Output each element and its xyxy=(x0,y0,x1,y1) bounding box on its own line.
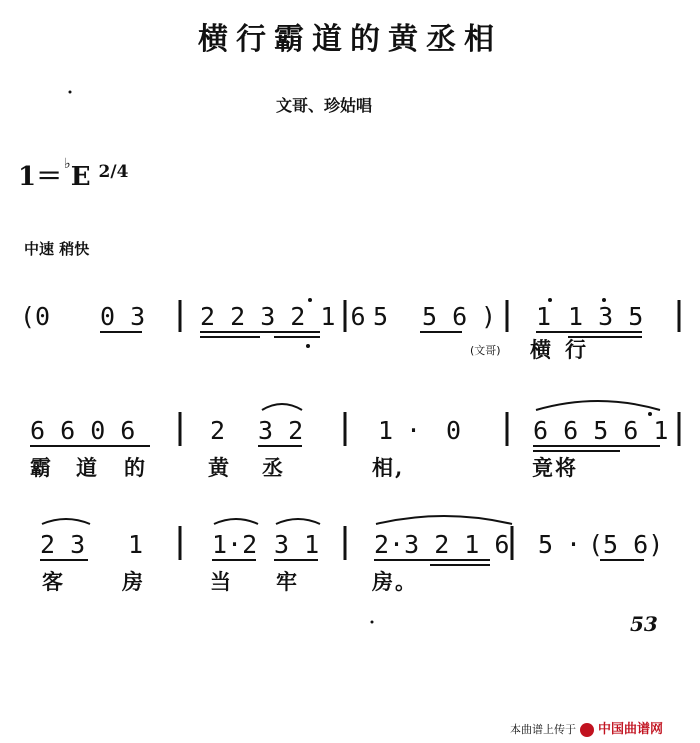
slur xyxy=(262,404,302,410)
low-octave-dot xyxy=(306,344,310,348)
slur xyxy=(376,516,512,524)
line1-note-rest-open: (0 xyxy=(20,302,51,331)
line1-role-label: (文哥) xyxy=(470,344,501,357)
song-title: 横行霸道的黄丞相 xyxy=(198,22,502,57)
line2-note-group: 6 6 5 6 1 xyxy=(533,416,669,445)
line3-note: 1 xyxy=(128,530,144,559)
slur xyxy=(214,519,258,524)
line3-note-group: 3 1 xyxy=(274,530,320,559)
line2-note-group: 3 2 xyxy=(258,416,304,445)
time-signature: 2/4 xyxy=(98,162,129,182)
line3-note: 5 xyxy=(538,530,554,559)
line2-lyric: 竟将 xyxy=(532,455,578,480)
footer-watermark xyxy=(510,718,663,737)
line2-lyric: 丞 xyxy=(262,455,285,480)
slur xyxy=(276,519,320,524)
line3-note-group: 2 3 xyxy=(40,530,86,559)
key-tonic: E xyxy=(70,162,91,192)
line2-note-group: 6 6 0 6 xyxy=(30,416,136,445)
line2-note: 2 xyxy=(210,416,226,445)
footer-text: 本曲谱上传于 xyxy=(510,723,576,736)
tempo-marking: 中速 稍快 xyxy=(24,240,90,258)
line3-lyric: 房 xyxy=(122,569,145,594)
slur xyxy=(536,401,660,410)
line1-note-group: 0 3 xyxy=(100,302,146,331)
line3-note-group: 1·2 xyxy=(212,530,258,559)
line3-lyric: 房。 xyxy=(372,569,418,594)
singer-credit: 文哥、珍姑唱 xyxy=(276,96,373,115)
line2-lyric: 黄 xyxy=(208,455,231,480)
footer-brand: 中国曲谱网 xyxy=(598,722,664,737)
line2-lyric: 道 xyxy=(76,455,99,480)
site-logo-icon xyxy=(580,723,594,737)
line3-dot: · xyxy=(566,530,582,559)
line1-note-group: 5 6 xyxy=(422,302,468,331)
line1-note: 5 xyxy=(373,302,389,331)
line1-lyric: 行 xyxy=(565,337,588,362)
line3-note-group: (5 6) xyxy=(588,530,664,559)
slur xyxy=(42,519,90,524)
speck xyxy=(371,621,374,624)
high-octave-dot xyxy=(308,298,312,302)
high-octave-dot xyxy=(602,298,606,302)
line2-lyric: 相, xyxy=(372,455,405,480)
line1-note-group: 1 3 5 xyxy=(568,302,644,331)
line2-rest: 0 xyxy=(446,416,462,445)
high-octave-dot xyxy=(648,412,652,416)
line1-lyric: 横 xyxy=(530,337,553,362)
line2-note: 1 xyxy=(378,416,394,445)
flat-sign: ♭ xyxy=(64,156,71,172)
line3-lyric: 牢 xyxy=(276,569,299,594)
high-octave-dot xyxy=(548,298,552,302)
page-number: 53 xyxy=(630,612,658,636)
line2-dot: · xyxy=(406,416,422,445)
speck xyxy=(69,91,72,94)
line1-paren-close: ) xyxy=(481,302,497,331)
line1-note: 1 xyxy=(536,302,552,331)
line2-lyric: 的 xyxy=(124,455,147,480)
line3-lyric: 客 xyxy=(42,569,65,594)
line2-lyric: 霸 xyxy=(30,455,53,480)
line1-note-group: 2 2 3 2 1 6 xyxy=(200,302,366,331)
key-prefix: 1＝ xyxy=(18,162,63,192)
line3-note-group: 2·3 2 1 6 xyxy=(374,530,510,559)
line3-lyric: 当 xyxy=(210,569,233,594)
